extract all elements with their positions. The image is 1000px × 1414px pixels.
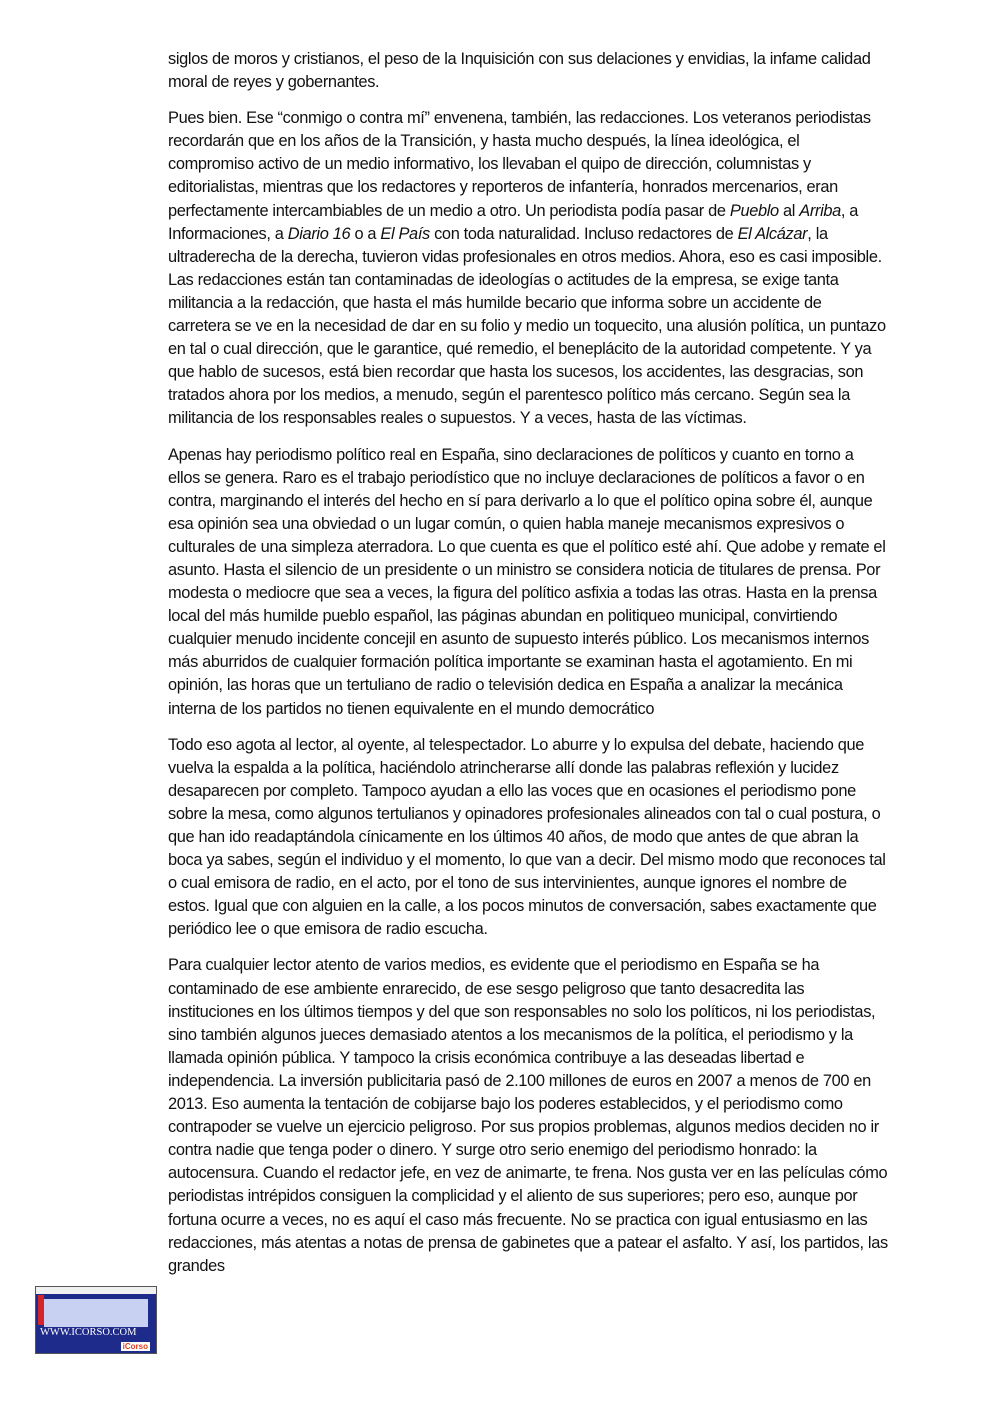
newspaper-name: Diario 16 [287, 224, 351, 243]
paragraph-text: Para cualquier lector atento de varios medios, es evidente que el periodismo en España se ha contaminado de ese ambiente enrarecido, de ese sesgo peligroso que tanto desacredita las instituciones en los últimos tiempos y del que son responsables no solo los políticos, ni los periodistas, sino también algunos jueces demasiado atentos a los mecanismos de la política, el periodismo y la llamada opinión pública. Y tampoco la crisis económica contribuye a las deseadas libertad e independencia. La inversión publicitaria pasó de 2.100 millones de euros en 2007 a menos de 700 en 2013. Eso aumenta la tentación de cobijarse bajo los poderes establecidos, y el periodismo como contrapoder se vuelve un ejercicio peligroso. Por sus propios problemas, algunos medios deciden no ir contra nadie que tenga poder o dinero. Y surge otro serio enemigo del periodismo honrado: la autocensura. Cuando el redactor jefe, en vez de animarte, te frena. Nos gusta ver en las películas cómo periodistas intrépidos consiguen la complicidad y el aliento de sus superiores; pero eso, aunque por fortuna ocurre a veces, no es aquí el caso más frecuente. No se practica con igual entusiasmo en las redacciones, más atentas a notas de prensa de gabinetes que a patear el asfalto. Y así, los partidos, las grandes [168, 956, 888, 1275]
paragraph-text: Todo eso agota al lector, al oyente, al telespectador. Lo aburre y lo expulsa del debate, haciendo que vuelva la espalda a la política, haciéndolo atrincherarse allí donde las palabras reflexión y lucidez desaparecen por completo. Tampoco ayudan a ello las voces que en ocasiones el periodismo pone sobre la mesa, como algunos tertulianos y opinadores profesionales alineados con tal o cual postura, o que han ido readaptándola cínicamente en los últimos 40 años, de modo que antes de que abran la boca ya sabes, según el individuo y el momento, lo que van a decir. Del mismo modo que reconoces tal o cual emisora de radio, en el acto, por el tono de sus intervinientes, aunque ignores el nombre de estos. Igual que con alguien en la calle, a los pocos minutos de conversación, sabes exactamente que periódico lee o que emisora de radio escucha. [168, 735, 886, 939]
paragraph-text: con toda naturalidad. Incluso redactores de [429, 224, 738, 243]
paragraph-2 [168, 107, 888, 430]
paragraph-text: Pues bien. Ese “conmigo o contra mí” envenena, también, las redacciones. Los veteranos periodistas recordarán que en los años de la Transición, y hasta mucho después, la línea ideológica, el compromiso activo de un medio informativo, los llevaban el quipo de dirección, columnistas y editorialistas, mientras que los redactores y reporteros de infantería, honrados mercenarios, eran perfectamente intercambiables de un medio a otro. Un periodista podía pasar de [168, 109, 871, 220]
badge-screenshot-panel [44, 1299, 148, 1327]
badge-logo: iCorso [122, 1342, 148, 1351]
paragraph-1 [168, 48, 888, 94]
badge-url: WWW.ICORSO.COM [40, 1327, 137, 1338]
paragraph-text: o a [350, 224, 381, 243]
newspaper-name: Arriba [799, 201, 841, 220]
badge-top-bar [36, 1287, 156, 1294]
paragraph-text: al [778, 201, 800, 220]
paragraph-5 [168, 954, 888, 1277]
article-body [168, 48, 888, 1291]
newspaper-name: Pueblo [729, 201, 779, 220]
paragraph-text: , la ultraderecha de la derecha, tuvieron vidas profesionales en otros medios. Ahora, eso es casi imposible. Las redacciones están tan contaminadas de ideologías o actitudes de la empresa, se exige tanta militancia a la redacción, que hasta el más humilde becario que informa sobre un accidente de carretera se ve en la necesidad de dar en su folio y medio un toquecito, una alusión política, un puntazo en tal o cual dirección, que le garantice, qué remedio, el beneplácito de la autoridad competente. Y ya que hablo de sucesos, está bien recordar que hasta los sucesos, los accidentes, las desgracias, son tratados ahora por los medios, a menudo, según el parentesco político más cercano. Según sea la militancia de los responsables reales o supuestos. Y a veces, hasta de las víctimas. [168, 224, 886, 428]
paragraph-4 [168, 734, 888, 942]
paragraph-text: siglos de moros y cristianos, el peso de la Inquisición con sus delaciones y envidias, la infame calidad moral de reyes y gobernantes. [168, 50, 871, 92]
paragraph-3 [168, 444, 888, 721]
paragraph-text: , a Informaciones, a [168, 201, 859, 243]
icorso-website-badge [35, 1286, 157, 1354]
newspaper-name: El País [380, 224, 430, 243]
newspaper-name: El Alcázar [737, 224, 808, 243]
paragraph-text: Apenas hay periodismo político real en España, sino declaraciones de políticos y cuanto en torno a ellos se genera. Raro es el trabajo periodístico que no incluye declaraciones de políticos a favor o en contra, marginando el interés del hecho en sí para derivarlo a lo que el político opina sobre él, aunque esa opinión sea una obviedad o un lugar común, o quien habla maneje mecanismos expresivos o culturales de una simpleza aterradora. Lo que cuenta es que el político esté ahí. Que adobe y remate el asunto. Hasta el silencio de un presidente o un ministro se considera noticia de titulares de prensa. Por modesta o mediocre que sea a veces, la figura del político asfixia a todas las otras. Hasta en la prensa local del más humilde pueblo español, las páginas abundan en politiqueo municipal, convirtiendo cualquier menudo incidente concejil en asunto de supuesto interés público. Los mecanismos internos más aburridos de cualquier formación política importante se examinan hasta el agotamiento. En mi opinión, las horas que un tertuliano de radio o televisión dedica en España a analizar la mecánica interna de los partidos no tienen equivalente en el mundo democrático [168, 445, 886, 718]
